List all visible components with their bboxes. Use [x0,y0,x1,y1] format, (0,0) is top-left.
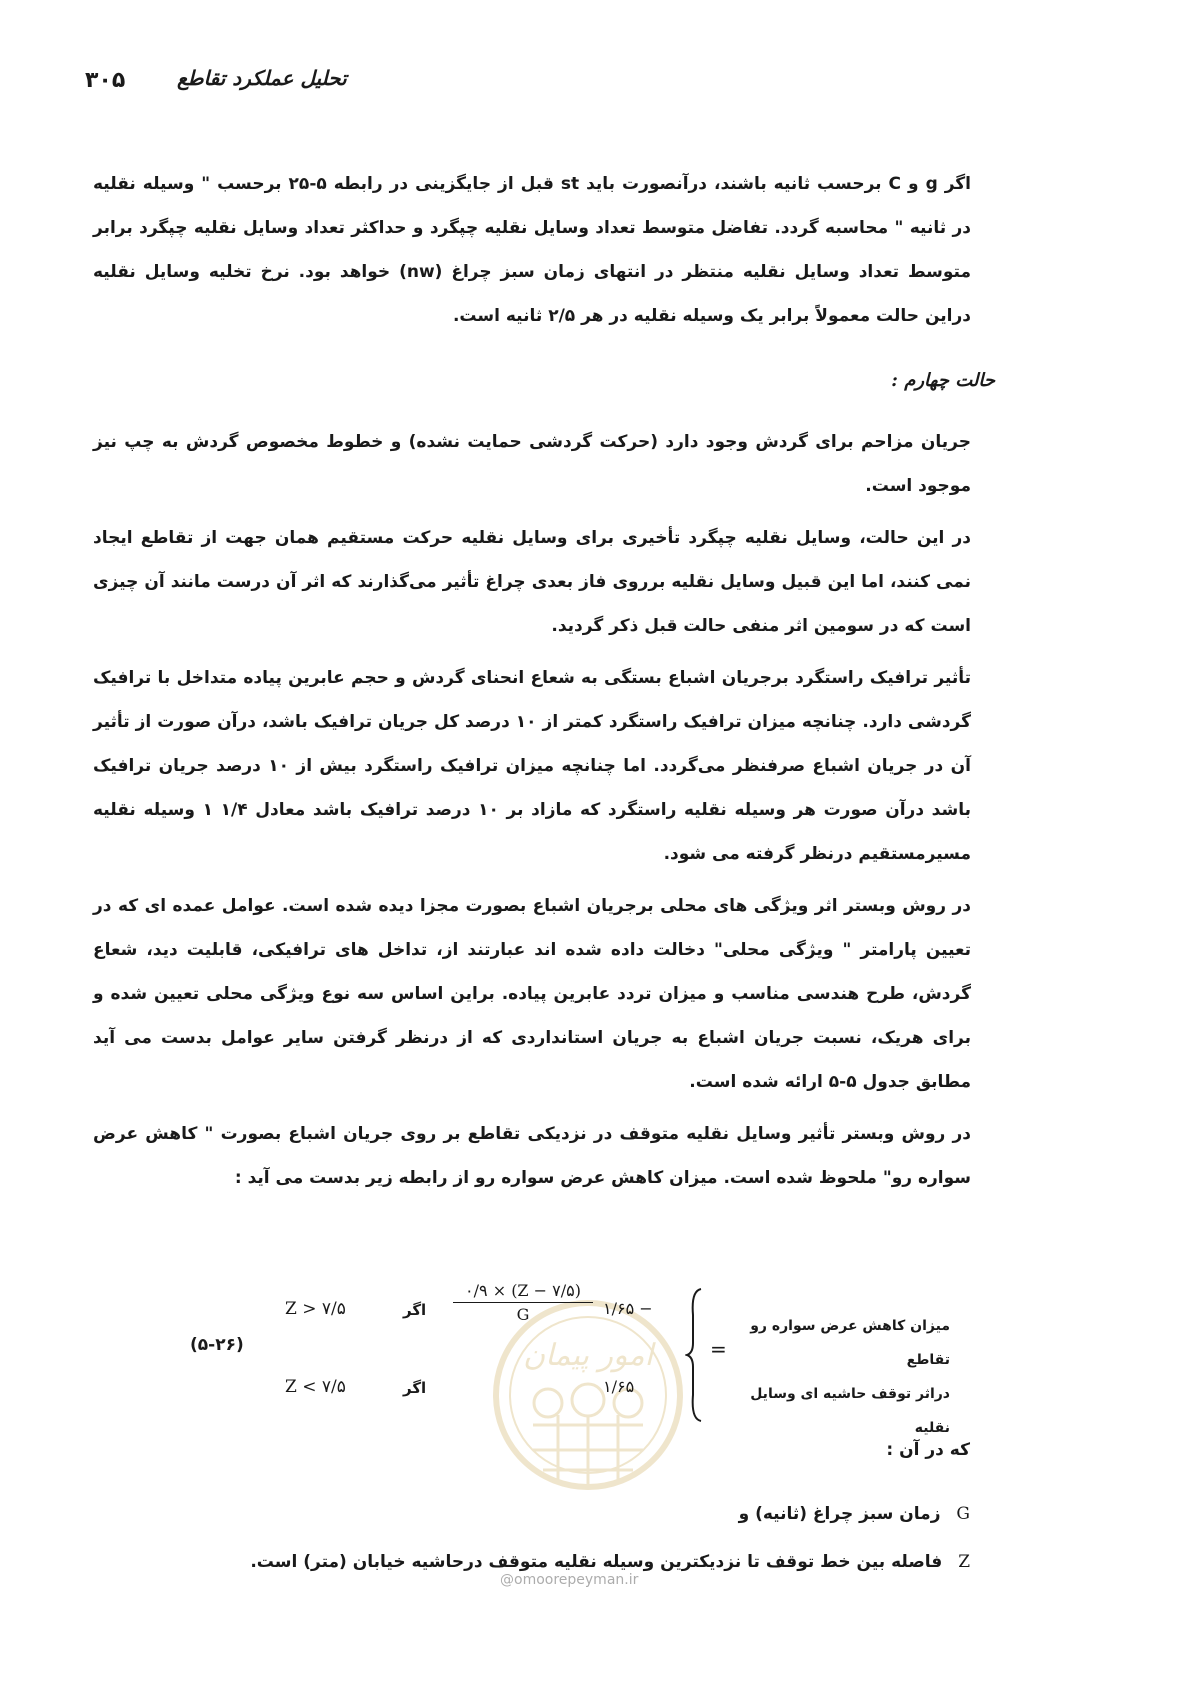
equation-cases [285,1281,685,1425]
symbol-g: G [956,1504,970,1524]
equation-label-line-1: میزان کاهش عرض سواره رو تقاطع [750,1318,950,1368]
page-number: ۳۰۵ [85,68,126,93]
case-2-condition: Z < ۷/۵ [285,1377,346,1397]
case-1-numerator: ۰/۹ × (Z − ۷/۵) [453,1281,593,1303]
case-2-if: اگر [403,1379,427,1397]
equation-5-26 [190,1281,970,1436]
paragraph-4: در روش وبستر اثر ویژگی های محلی برجریان اشباع بصورت مجزا دیده شده است. عوامل عمده ای که در تعیین پارامتر " ویژگی محلی" دخالت داده شده اند عبارتند از، تداخل های ترافیکی، قابلیت دید، شعاع گردش، طرح هندسی مناسب و میزان تردد عابرین پیاده. براین اساس سه نوع ویژگی محلی تعیین شده و برای هریک، نسبت جریان اشباع به جریان استانداردی که از درنظر گرفتن سایر عوامل بدست می آید مطابق جدول ۵-۵ ارائه شده است. [93,896,971,1092]
paragraph-3: تأثیر ترافیک راستگرد برجریان اشباع بستگی به شعاع انحنای گردش و حجم عابرین پیاده متداخل با ترافیک گردشی دارد. چنانچه میزان ترافیک راستگرد کمتر از ۱۰ درصد کل جریان ترافیک باشد، درآن صورت از تأثیر آن در جریان اشباع صرفنظر می‌گردد. اما چنانچه میزان ترافیک راستگرد بیش از ۱۰ درصد جریان ترافیک باشد درآن صورت هر وسیله نقلیه راستگرد که مازاد بر ۱۰ درصد ترافیک باشد معادل ۱/۴ ۱ وسیله نقلیه مسیرمستقیم درنظر گرفته می شود. [93,668,972,864]
case-1-denominator: G [516,1305,530,1324]
chapter-title: تحلیل عملکرد تقاطع [177,66,347,90]
case-1-if: اگر [403,1301,427,1319]
paragraph-5: در روش وبستر تأثیر وسایل نقلیه متوقف در نزدیکی تقاطع بر روی جریان اشباع بصورت " کاهش عرض سواره رو" ملحوظ شده است. میزان کاهش عرض سواره رو از رابطه زیر بدست می آید : [93,1124,971,1188]
equation-number: (۵-۲۶) [190,1335,244,1355]
equation-label [750,1309,950,1445]
section-intro [93,162,971,346]
left-brace [685,1285,705,1425]
case-1-constant: ۱/۶۵ − [603,1299,653,1318]
section-heading: حالت چهارم : [891,370,995,391]
case-1-fraction [453,1281,593,1324]
equation-label-line-2: دراثر توقف حاشیه ای وسایل نقلیه [750,1386,950,1436]
watermark-text: امور پیمان [523,1338,653,1373]
symbol-z: Z [958,1552,970,1572]
where-label: که در آن : [886,1440,970,1460]
paragraph-1: جریان مزاحم برای گردش وجود دارد (حرکت گردشی حمایت نشده) و خطوط مخصوص گردش به چپ نیز موجود است. [93,432,971,496]
page-header [85,66,385,106]
definition-g [250,1490,970,1538]
definition-z-text: فاصله بین خط توقف تا نزدیکترین وسیله نقلیه متوقف درحاشیه خیابان (متر) است. [250,1552,943,1572]
paragraph-2: در این حالت، وسایل نقلیه چپگرد تأخیری برای وسایل نقلیه حرکت مستقیم همان جهت از تقاطع ایجاد نمی کنند، اما این قبیل وسایل نقلیه برروی فاز بعدی چراغ تأثیر می‌گذارند که اثر آن درست مانند آن چیزی است که در سومین اثر منفی حالت قبل ذکر گردید. [93,528,971,636]
case-1-condition: Z > ۷/۵ [285,1299,346,1319]
definition-g-text: زمان سبز چراغ (ثانیه) و [738,1504,941,1524]
watermark-url: @omoorepeyman.ir [500,1572,639,1588]
case-2-constant: ۱/۶۵ [603,1377,635,1396]
section-case-four [93,420,971,1208]
paragraph-intro: اگر g و C برحسب ثانیه باشند، درآنصورت باید st قبل از جایگزینی در رابطه ۵-۲۵ برحسب " وسیله نقلیه در ثانیه " محاسبه گردد. تفاضل متوسط تعداد وسایل نقلیه چپگرد و حداکثر تعداد وسایل نقلیه چپگرد برابر متوسط تعداد وسایل نقلیه منتظر در انتهای زمان سبز چراغ (nw) خواهد بود. نرخ تخلیه وسایل نقلیه دراین حالت معمولاً برابر یک وسیله نقلیه در هر ۲/۵ ثانیه است. [93,174,971,326]
equals-sign: = [710,1337,727,1361]
